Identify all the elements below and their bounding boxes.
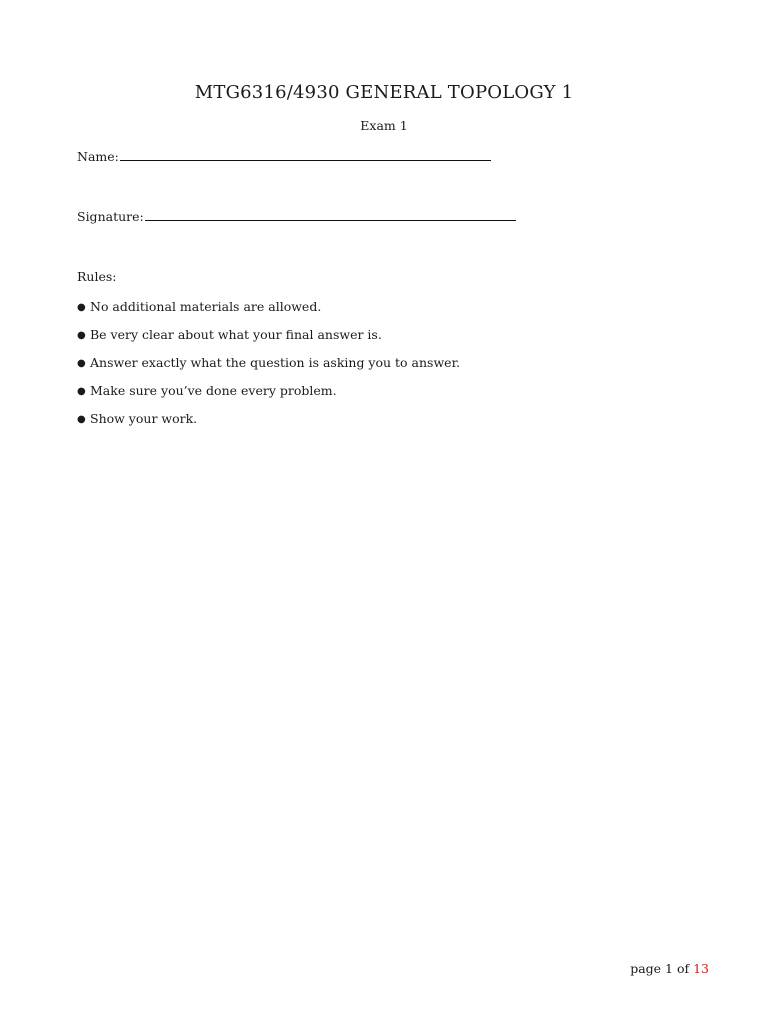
list-item: [77, 355, 460, 383]
title-text: MTG6316/4930 GENERAL TOPOLOGY 1: [194, 82, 574, 103]
list-item: [77, 383, 460, 411]
list-item: [77, 327, 460, 355]
rule-text: Show your work.: [90, 411, 198, 426]
rule-text: No additional materials are allowed.: [90, 299, 322, 314]
rule-text: Answer exactly what the question is asking you to answer.: [90, 355, 461, 370]
bullet-icon: ●: [77, 330, 86, 341]
page-prefix: page 1 of: [630, 961, 694, 976]
page-title: [0, 82, 768, 103]
rules-heading: Rules:: [77, 269, 117, 284]
exam-subtitle: Exam 1: [360, 118, 408, 133]
list-item: [77, 299, 460, 327]
bullet-icon: ●: [77, 414, 86, 425]
list-item: [77, 411, 460, 439]
name-field[interactable]: [77, 149, 491, 164]
page-number: [630, 961, 709, 976]
signature-field[interactable]: [77, 209, 516, 224]
name-label: Name:: [77, 149, 119, 164]
total-pages-link[interactable]: 13: [693, 961, 709, 976]
name-blank-line[interactable]: [120, 159, 491, 161]
rules-list: [77, 299, 460, 439]
bullet-icon: ●: [77, 302, 86, 313]
bullet-icon: ●: [77, 386, 86, 397]
signature-label: Signature:: [77, 209, 144, 224]
bullet-icon: ●: [77, 358, 86, 369]
signature-blank-line[interactable]: [145, 219, 516, 221]
rule-text: Make sure you’ve done every problem.: [90, 383, 337, 398]
rule-text: Be very clear about what your final answer is.: [90, 327, 382, 342]
